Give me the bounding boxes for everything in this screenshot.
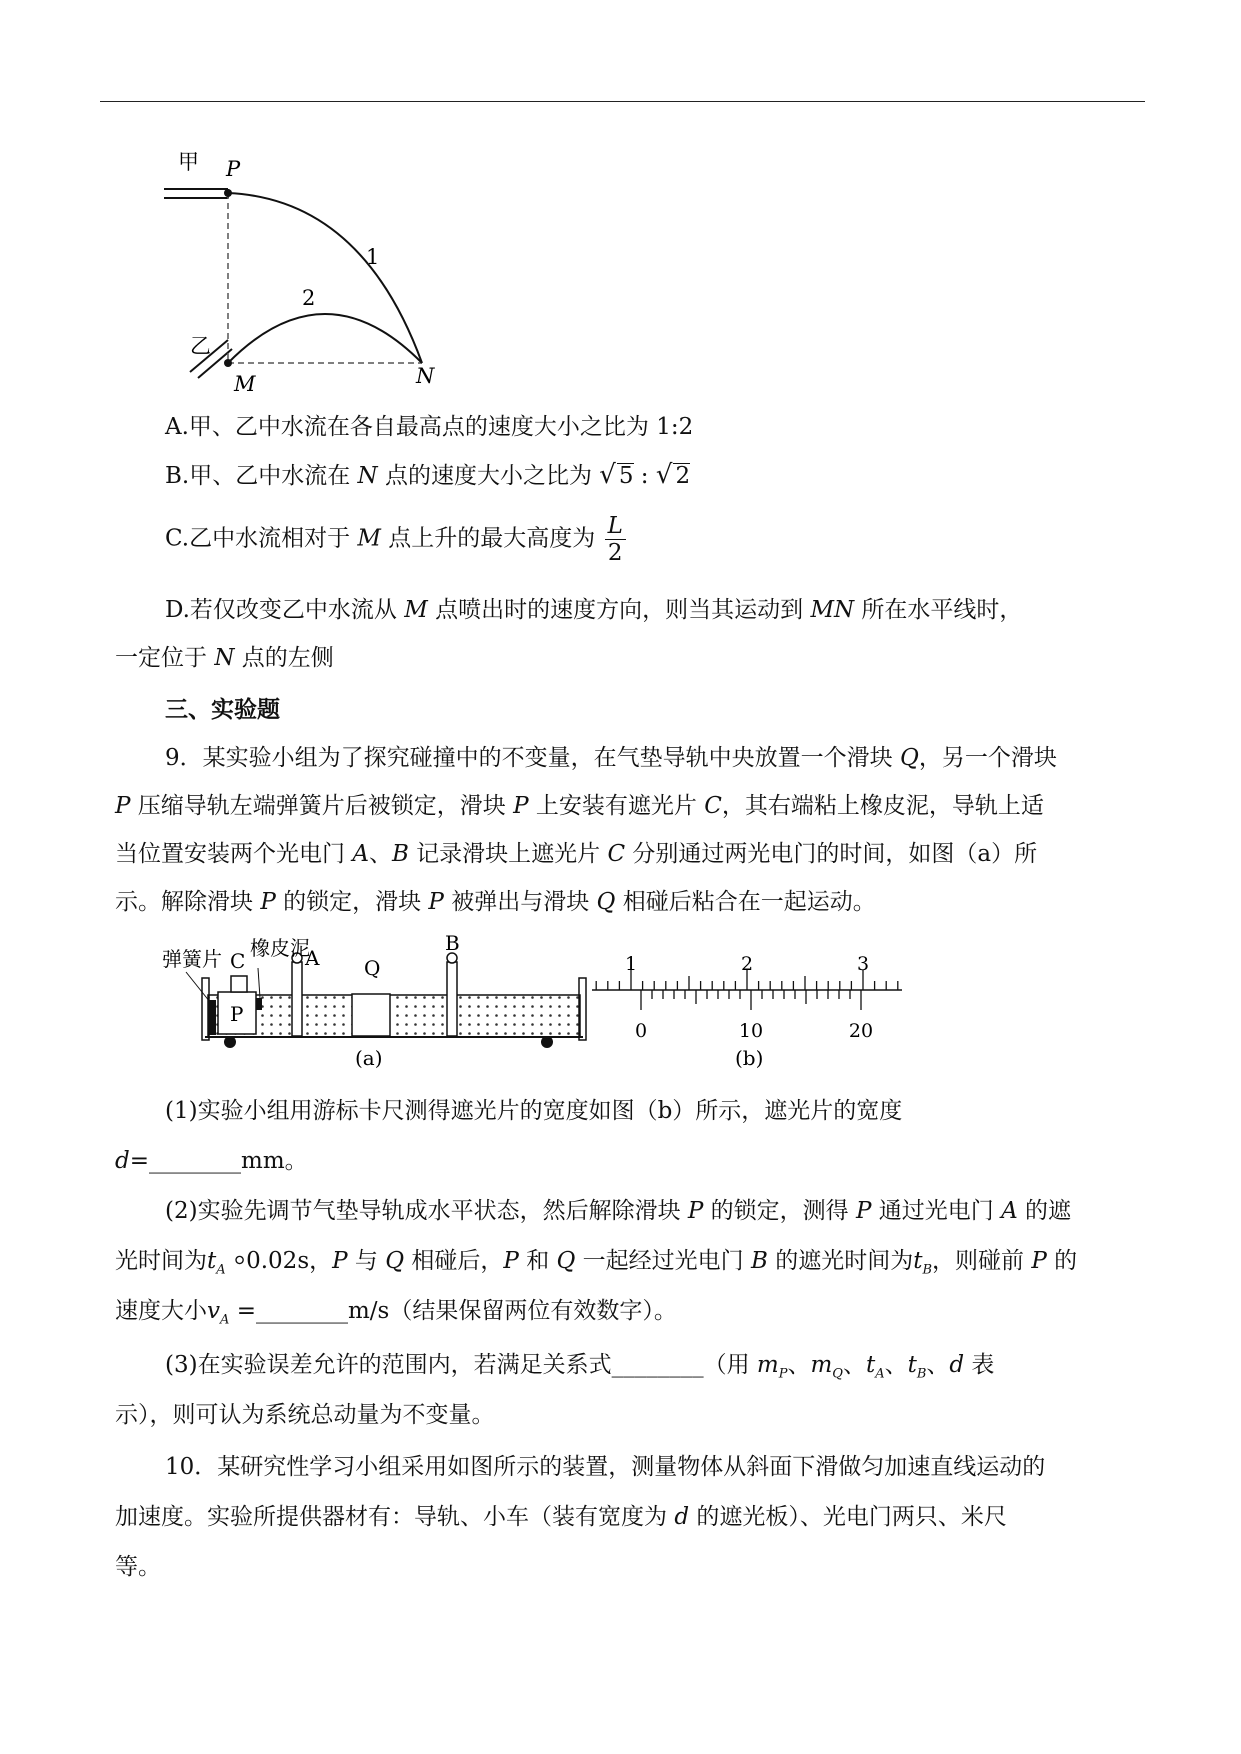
fraction-L-over-2: $\frac{L}{2}$ [605,513,626,566]
shading-plate-C [231,976,247,992]
option-c: C.乙中水流相对于 M 点上升的最大高度为 $\frac{L}{2}$ [165,513,628,566]
label-2: 2 [302,286,316,310]
trajectory-figure [150,140,470,400]
label-jia: 甲 [178,150,199,174]
section-title: 三、实验题 [165,696,280,723]
vernier-caliper [592,953,902,1042]
label-M: M [234,372,256,396]
q9-line4: 示。解除滑块 P 的锁定，滑块 P 被弹出与滑块 Q 相碰后粘合在一起运动。 [115,889,876,915]
main-label-1: 1 [624,953,638,975]
spring-plate [208,1000,216,1035]
label-yi: 乙 [190,334,211,358]
q9-sub1-line1: (1)实验小组用游标卡尺测得遮光片的宽度如图（b）所示，遮光片的宽度 [165,1098,903,1124]
header-rule [100,101,1145,102]
label-1: 1 [366,245,380,269]
label-P-slider: P [230,1002,244,1026]
q9-line3: 当位置安装两个光电门 A、B 记录滑块上遮光片 C 分别通过两光电门的时间，如图（a）所 [115,841,1038,867]
slider-Q [352,994,390,1036]
spring-leader-line [186,972,210,1002]
q10-line1: 10．某研究性学习小组采用如图所示的装置，测量物体从斜面下滑做匀加速直线运动的 [165,1454,1046,1480]
vernier-label-10: 10 [738,1020,764,1042]
q9-sub1-line2: d=________mm。 [115,1148,308,1174]
putty-block [256,998,262,1010]
trajectory-2 [228,314,422,363]
label-C: C [230,949,246,973]
option-a: A.甲、乙中水流在各自最高点的速度大小之比为 1:2 [165,414,694,440]
option-b: B.甲、乙中水流在 N 点的速度大小之比为 √ 5 : √ 2 [165,460,691,490]
caption-a: (a) [355,1046,383,1070]
option-d-line1: D.若仅改变乙中水流从 M 点喷出时的速度方向，则当其运动到 MN 所在水平线时， [165,597,1023,623]
q9-sub3-line1: (3)在实验误差允许的范围内，若满足关系式________（用 $m_P$、$m_Q$、$t_A$、$t_B$、d 表 [165,1352,995,1382]
photogate-B [447,962,457,1036]
q9-line1: 9．某实验小组为了探究碰撞中的不变量，在气垫导轨中央放置一个滑块 Q，另一个滑块 [165,745,1057,771]
q10-line3: 等。 [115,1554,161,1580]
air-track-dotted-body [208,995,580,1037]
q9-sub2-line2: 光时间为$t_A$ ⸰0.02s，P 与 Q 相碰后，P 和 Q 一起经过光电门 B 的遮光时间为$t_B$，则碰前 P 的 [115,1248,1078,1278]
main-label-3: 3 [856,953,870,975]
q9-line2: P 压缩导轨左端弹簧片后被锁定，滑块 P 上安装有遮光片 C，其右端粘上橡皮泥，导轨上适 [115,793,1044,819]
wheel-right [541,1036,553,1048]
q9-sub3-line2: 示），则可认为系统总动量为不变量。 [115,1402,495,1428]
vernier-label-0: 0 [634,1020,648,1042]
wheel-left [224,1036,236,1048]
putty-leader-line [258,968,260,998]
label-B: B [445,931,460,955]
label-spring-plate: 弹簧片 [162,947,222,971]
option-d-line2: 一定位于 N 点的左侧 [115,645,334,671]
label-N: N [416,364,435,388]
caption-b: (b) [735,1046,764,1070]
point-P [224,189,232,197]
label-putty: 橡皮泥 [250,936,310,960]
apparatus-figure [150,930,910,1080]
label-P: P [226,157,241,181]
q9-sub2-line3: 速度大小$v_A$ =________m/s（结果保留两位有效数字）。 [115,1298,677,1328]
main-label-2: 2 [740,953,754,975]
label-Q: Q [364,956,381,980]
label-A: A [305,946,320,970]
vernier-label-20: 20 [848,1020,874,1042]
photogate-A [292,962,302,1036]
q10-line2: 加速度。实验所提供器材有：导轨、小车（装有宽度为 d 的遮光板）、光电门两只、米尺 [115,1504,1007,1530]
q9-sub2-line1: (2)实验先调节气垫导轨成水平状态，然后解除滑块 P 的锁定，测得 P 通过光电门 A 的遮 [165,1198,1072,1224]
point-M [224,359,232,367]
